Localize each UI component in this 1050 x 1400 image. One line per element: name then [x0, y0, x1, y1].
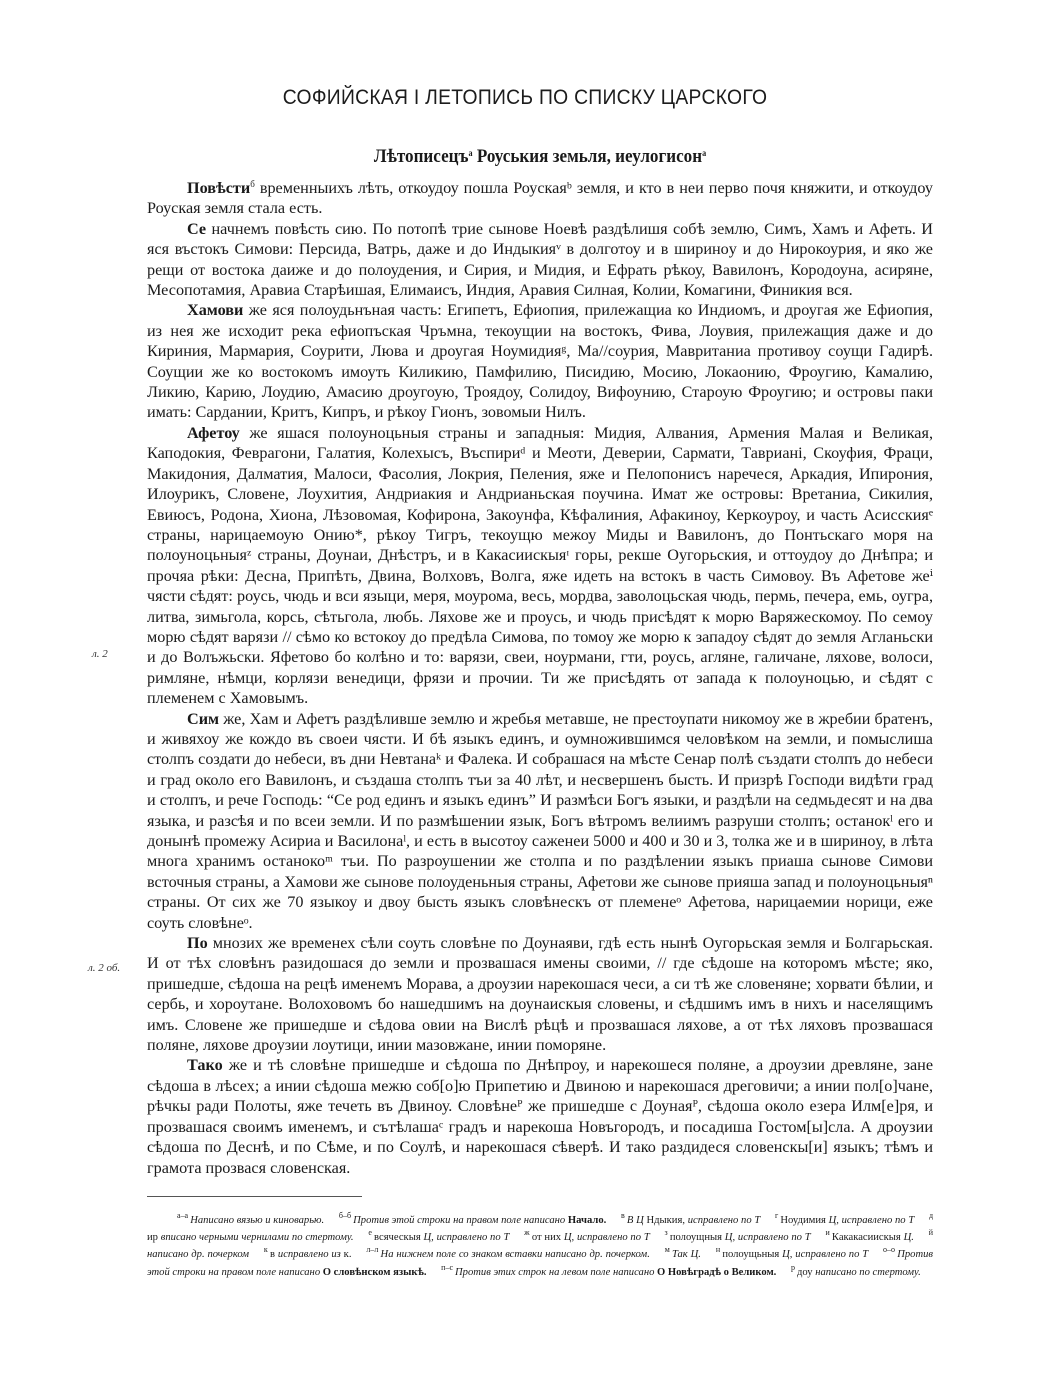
footnote-mark: г	[775, 1211, 781, 1220]
section-title-part1: Лѣтописецъ	[373, 146, 469, 167]
footnote-mark: н	[715, 1245, 723, 1255]
paragraph-1	[147, 178, 933, 219]
paragraph-6	[147, 933, 933, 1055]
margin-folio-note: л. 2	[92, 648, 108, 660]
footnote-item	[715, 1245, 869, 1261]
footnote-mark: а	[702, 148, 707, 158]
footnote-mark: з	[664, 1228, 670, 1238]
footnote-italic-text: написано по стертому.	[815, 1266, 921, 1278]
paragraph-text: же, Хам и Афетъ раздѣливше землю и жребья метавше, не престоупати никомоу же в жребии братенъ, и живяхоу же кождо въ своеи чясти. И бѣ языкъ единъ, и оумножившимся человѣком на земли, и помыслиша столпъ создати до небеси, въ дни Невтанаᵏ и Фалека. И собрашася на мѣсте Сенар полѣ създати столпъ до небеси и град около его Вавилонъ, и създаша столпъ тъи за 40 лѣт, и несвершенъ бысть. И призрѣ Господи видѣти град и столпъ, и рече Господь: “Се род единъ и языкъ единъ” И размѣси Богъ языки, и раздѣли на седмьдесят и на два языка, и разсѣя и по всеи земли. И по размѣшении язык, Богъ вѣтромъ велиимъ разруши столпъ; останокˡ его и донынѣ промежу Асириа и Василонаˡ, и есть в высотоу саженеи 5000 и 400 и 30 и 3, толка же и в ширинoу, в лѣта многа хранимъ останокоᵐ тъи. По разроушении же столпа и по раздѣлении языкъ приаша сынове Симови всточныя страны, а Хамови же сынове полоуденьныя страны, Афетови же сынове прияша запад и полоуноцьныяⁿ страны. От сих же 70 языкоу и двоу бысть языкъ словѣнескъ от племенеᵒ Афетова, нарицаемии норици, еже соуть словѣнеᵒ.	[147, 709, 933, 932]
footnote-text: Какакасиискыя	[831, 1232, 904, 1244]
footnote-text: полоущныя	[669, 1232, 725, 1244]
paragraph-initial: Повѣсти	[187, 179, 251, 197]
paragraph-2	[147, 219, 933, 301]
footnote-mark: л–л	[366, 1245, 381, 1255]
footnote-italic-text: Против этой строки на правом поле написано	[147, 1249, 934, 1278]
footnote-italic-text: Ц, исправлено по Т	[782, 1249, 869, 1261]
footnote-bold-text: О словѣнском языкѣ.	[322, 1266, 427, 1278]
footnote-text: Ноудимия	[780, 1215, 829, 1226]
footnote-italic-text: В Ц	[626, 1215, 647, 1226]
footnote-italic-text: Ц, исправлено по Т	[828, 1215, 915, 1226]
footnote-divider	[147, 1196, 362, 1197]
footnote-text: ир	[147, 1232, 161, 1244]
footnote-italic-text: исправлено из	[277, 1249, 344, 1261]
running-title: СОФИЙСКАЯ I ЛЕТОПИСЬ ПО СПИСКУ ЦАРСКОГО	[282, 86, 768, 109]
paragraph-text: же яся полоудьнъная часть: Египетъ, Ефиопия, прилежащиа ко Индиомъ, и дроугая же Ефиопия, из нея же исходит река ефиопъская Чръмна, текоущии на востокъ, Фива, Лоувия, прилежащия даже и до Кириния, Мармария, Соурити, Люва и дроугая Ноумидияᵍ, Ма//соурия, Мавританиа противоу соущи Гадирѣ. Соущии же ко востокомъ имоуть Киликию, Памфилию, Писидию, Мосию, Локаонию, Фроугию, Камалию, Ликию, Карию, Лоудию, Амасию дроугоую, Троядоу, Солидоу, Вифоунию, Староую Фроугию; и островы паки имать: Сардании, Критъ, Кипръ, и рѣкоу Гионъ, зовомыи Нилъ.	[147, 301, 933, 422]
footnote-italic-text: Ц, исправлено по Т	[563, 1232, 650, 1244]
footnote-item	[441, 1262, 777, 1278]
footnote-item	[366, 1245, 650, 1261]
footnote-italic-text: написано др. почерком	[147, 1249, 250, 1261]
paragraph-initial: Сим	[187, 709, 220, 728]
paragraph-text: начнемъ повѣсть сию. По потопѣ трие сынове Ноевѣ раздѣлишя собѣ землю, Симъ, Хамъ и Афеть. И яся въстокъ Симови: Персида, Ватрь, даже и до Индыкияᵛ в долготоу и в ширинoу и до Нирокоурия, и яко же рещи от востока даиже и до полоудения, и Сирия, и Мидия, и Ефрать рѣкоу, Вавилонъ, Кородоуна, асиряне, Месопотамия, Аравиа Старѣишая, Елимаисъ, Индия, Аравия Силная, Колии, Комагини, Финикия вся.	[147, 219, 933, 300]
footnote-mark: а	[468, 148, 473, 158]
footnote-item	[338, 1211, 607, 1226]
paragraph-4	[147, 423, 933, 709]
footnote-italic-text: Против этих строк на левом поле написано	[455, 1266, 658, 1278]
footnote-item	[263, 1245, 352, 1261]
footnote-mark: в	[621, 1211, 627, 1220]
footnote-bold-text: О Новѣградѣ о Великом.	[657, 1266, 777, 1278]
paragraph-initial: Тако	[187, 1056, 223, 1075]
paragraph-text: же и тѣ словѣне пришедше и сѣдоша по Днѣпроу, и нарекошеся поляне, а дроузии древляне, зане сѣдоша в лѣсех; а инии сѣдоша межю соб[о]ю Припетию и Двиною и нарекошася дреговичи; а инии пол[о]чане, рѣчкы ради Полоты, яже течеть въ Двиноу. Словѣнеᴾ же пришедше с Доунаяᴾ, сѣдоша около езера Илм[е]ря, и прозвашася своимъ именемъ, и сътѣлашаᶜ градъ и нарекоша Новъгородъ, и посадиша Гостом[ы]сла. А дроузии сѣдоша по Деснѣ, и по Сѣме, и по Соулѣ, и нарекошася сѣверѣ. И тако раздидеся словенскы[и] языкъ; тѣмъ и грамота прозвася словенская.	[147, 1056, 933, 1177]
footnote-mark: б	[250, 179, 255, 189]
paragraph-initial: Афетоу	[187, 423, 240, 442]
footnote-item	[621, 1211, 761, 1226]
footnote-mark: р	[790, 1262, 797, 1272]
footnote-mark: о–о	[883, 1245, 898, 1255]
footnote-item	[664, 1245, 701, 1261]
footnote-italic-text: Ц, исправлено по Т	[724, 1232, 811, 1244]
footnote-text: от них	[531, 1232, 564, 1244]
paragraph-3	[147, 300, 933, 422]
paragraph-text: земля, и кто в неи перво почя княжити, и откоудоу Роуская земля стала есть.	[147, 179, 933, 218]
footnote-item	[524, 1228, 650, 1244]
footnote-bold-text: Начало.	[567, 1215, 607, 1226]
footnote-item	[790, 1262, 921, 1278]
footnote-mark: м	[664, 1245, 672, 1255]
footnote-mark: д	[928, 1211, 934, 1220]
footnote-text: всяческыя	[374, 1232, 424, 1244]
footnote-text: Ндыкия,	[646, 1215, 688, 1226]
paragraph-7	[147, 1055, 933, 1177]
footnote-italic-text: Ц.	[903, 1232, 914, 1244]
footnote-item	[368, 1228, 510, 1244]
footnote-mark: п–с	[441, 1262, 456, 1272]
section-title	[186, 146, 893, 168]
paragraph-initial: По	[187, 934, 208, 953]
footnote-mark: а–а	[177, 1211, 191, 1220]
footnote-italic-text: Так Ц.	[672, 1249, 701, 1261]
footnote-mark: е	[368, 1228, 375, 1238]
paragraph-text: временныихъ лѣть, откоудоу пошла Роускаяᵇ	[254, 179, 572, 197]
footnote-italic-text: Написано вязью и киноварью.	[190, 1215, 325, 1226]
footnote-text: в	[270, 1249, 278, 1261]
footnote-text: доу	[796, 1266, 816, 1278]
footnote-mark: б–б	[338, 1211, 354, 1220]
footnote-italic-text: Ц, исправлено по Т	[423, 1232, 510, 1244]
main-text	[147, 146, 933, 1178]
footnote-text: полоущьныя	[722, 1249, 783, 1261]
paragraph-text: мнозих же временех сѣли соуть словѣне по Доунаяви, гдѣ есть нынѣ Оугорьская земля и Болгарьская. И от тѣх словѣнъ разидошася до земли и прозвашася имены своими, // где сѣдоше на которомъ мѣсте; яко, пришедше, сѣдоша на рецѣ именемъ Морава, а дроузии нарекошася чеси, а си тѣ же словеняне; хорвати бѣлии, и сербь, и хороутане. Волоховомъ бо нашедшимъ на доунаискыя словены, и сѣдшимъ имъ в нихъ и населящимъ имъ. Словене же пришедше и сѣдова овии на Вислѣ рѣцѣ и прозвашася ляхове, а от тѣх ляховъ прозвашася поляне, ляхове дроузии лоутици, инии мазовжане, инии поморяне.	[147, 934, 933, 1055]
section-title-part2: Роуськия земьля, иеулогисон	[472, 146, 703, 167]
paragraph-initial: Се	[187, 219, 207, 238]
margin-folio-note: л. 2 об.	[88, 962, 121, 974]
paragraph-text: же яшася полоуноцьныя страны и западныя: Мидия, Алвания, Армения Малая и Великая, Каподокия, Февpагони, Галатия, Колехысъ, Въспириᵈ и Меоти, Деверии, Сармати, Таврианi, Скоуфия, Фраци, Макидония, Далматия, Малоси, Фасолия, Локрия, Пеления, яже и Пелопонисъ наречеся, Аркадия, Ипирония, Илоурикъ, Словене, Лоухития, Андриакия и Андрианьская поучина. Имат же островы: Вретаниа, Сикилия, Евиюсъ, Родона, Хиона, Лѣзовомая, Кофирона, Закоунфа, Кѣфалиния, Афакиноу, Керкоуроу, и часть Асисскияᵉ страны, нарицаемоую Онию*, рѣкоу Тигръ, текоущю межоу Миды и Вавилонъ, до Понтьскаго моря на полоуноцьныяᶻ страны, Доунаи, Днѣстръ, и в Какасиискыяᶦ горы, рекше Оугорьския, и оттоудоу до Днѣпра; и прочяа рѣки: Десна, Припѣть, Двина, Волховъ, Волга, яже идеть на встокъ в часть Симовоу. Въ Афетове жеⁱ чясти сѣдят: роусь, чюдь и вси языци, меря, моурома, весь, мордва, заволоцьская чюдь, пермь, печера, емь, оугра, литва, зимьгола, корсь, сѣтьгола, любь. Ляхове же и проусь, и чюдь присѣдят к морю Варяжескомоу. По семоу морю сѣдят варязи // сѣмо ко встокоу до предѣла Симова, по томоу же морю к западоу сѣдят до земля Агланьски и до Волъжьски. Яфетово бо колѣно и то: варязи, свеи, ноурмани, гти, роусь, агляне, галичане, ляхове, волоси, римляне, нѣмци, корлязи венедици, фрязи и прочии. Ти же присѣдять от запада к полоуноцью, и сѣдят с племенем с Хамовымъ.	[147, 423, 933, 708]
footnote-item	[177, 1211, 325, 1226]
footnote-item	[775, 1211, 915, 1226]
paragraph-5	[147, 709, 933, 933]
footnote-mark: ж	[524, 1228, 532, 1238]
footnote-mark: й	[928, 1228, 933, 1238]
footnote-mark: и	[825, 1228, 832, 1238]
footnote-item	[664, 1228, 811, 1244]
footnote-italic-text: Против этой строки на правом поле написано	[353, 1215, 568, 1226]
footnote-italic-text: вписано черными чернилами по стертому.	[160, 1232, 354, 1244]
footnotes	[147, 1212, 933, 1281]
footnote-italic-text: На нижнем поле со знаком вставки написано др. почерком.	[380, 1249, 650, 1261]
paragraph-initial: Хамови	[187, 301, 244, 320]
footnote-text: к.	[343, 1249, 352, 1261]
footnote-mark: к	[263, 1245, 271, 1255]
footnote-item	[825, 1228, 914, 1244]
footnote-italic-text: исправлено по Т	[687, 1215, 761, 1226]
